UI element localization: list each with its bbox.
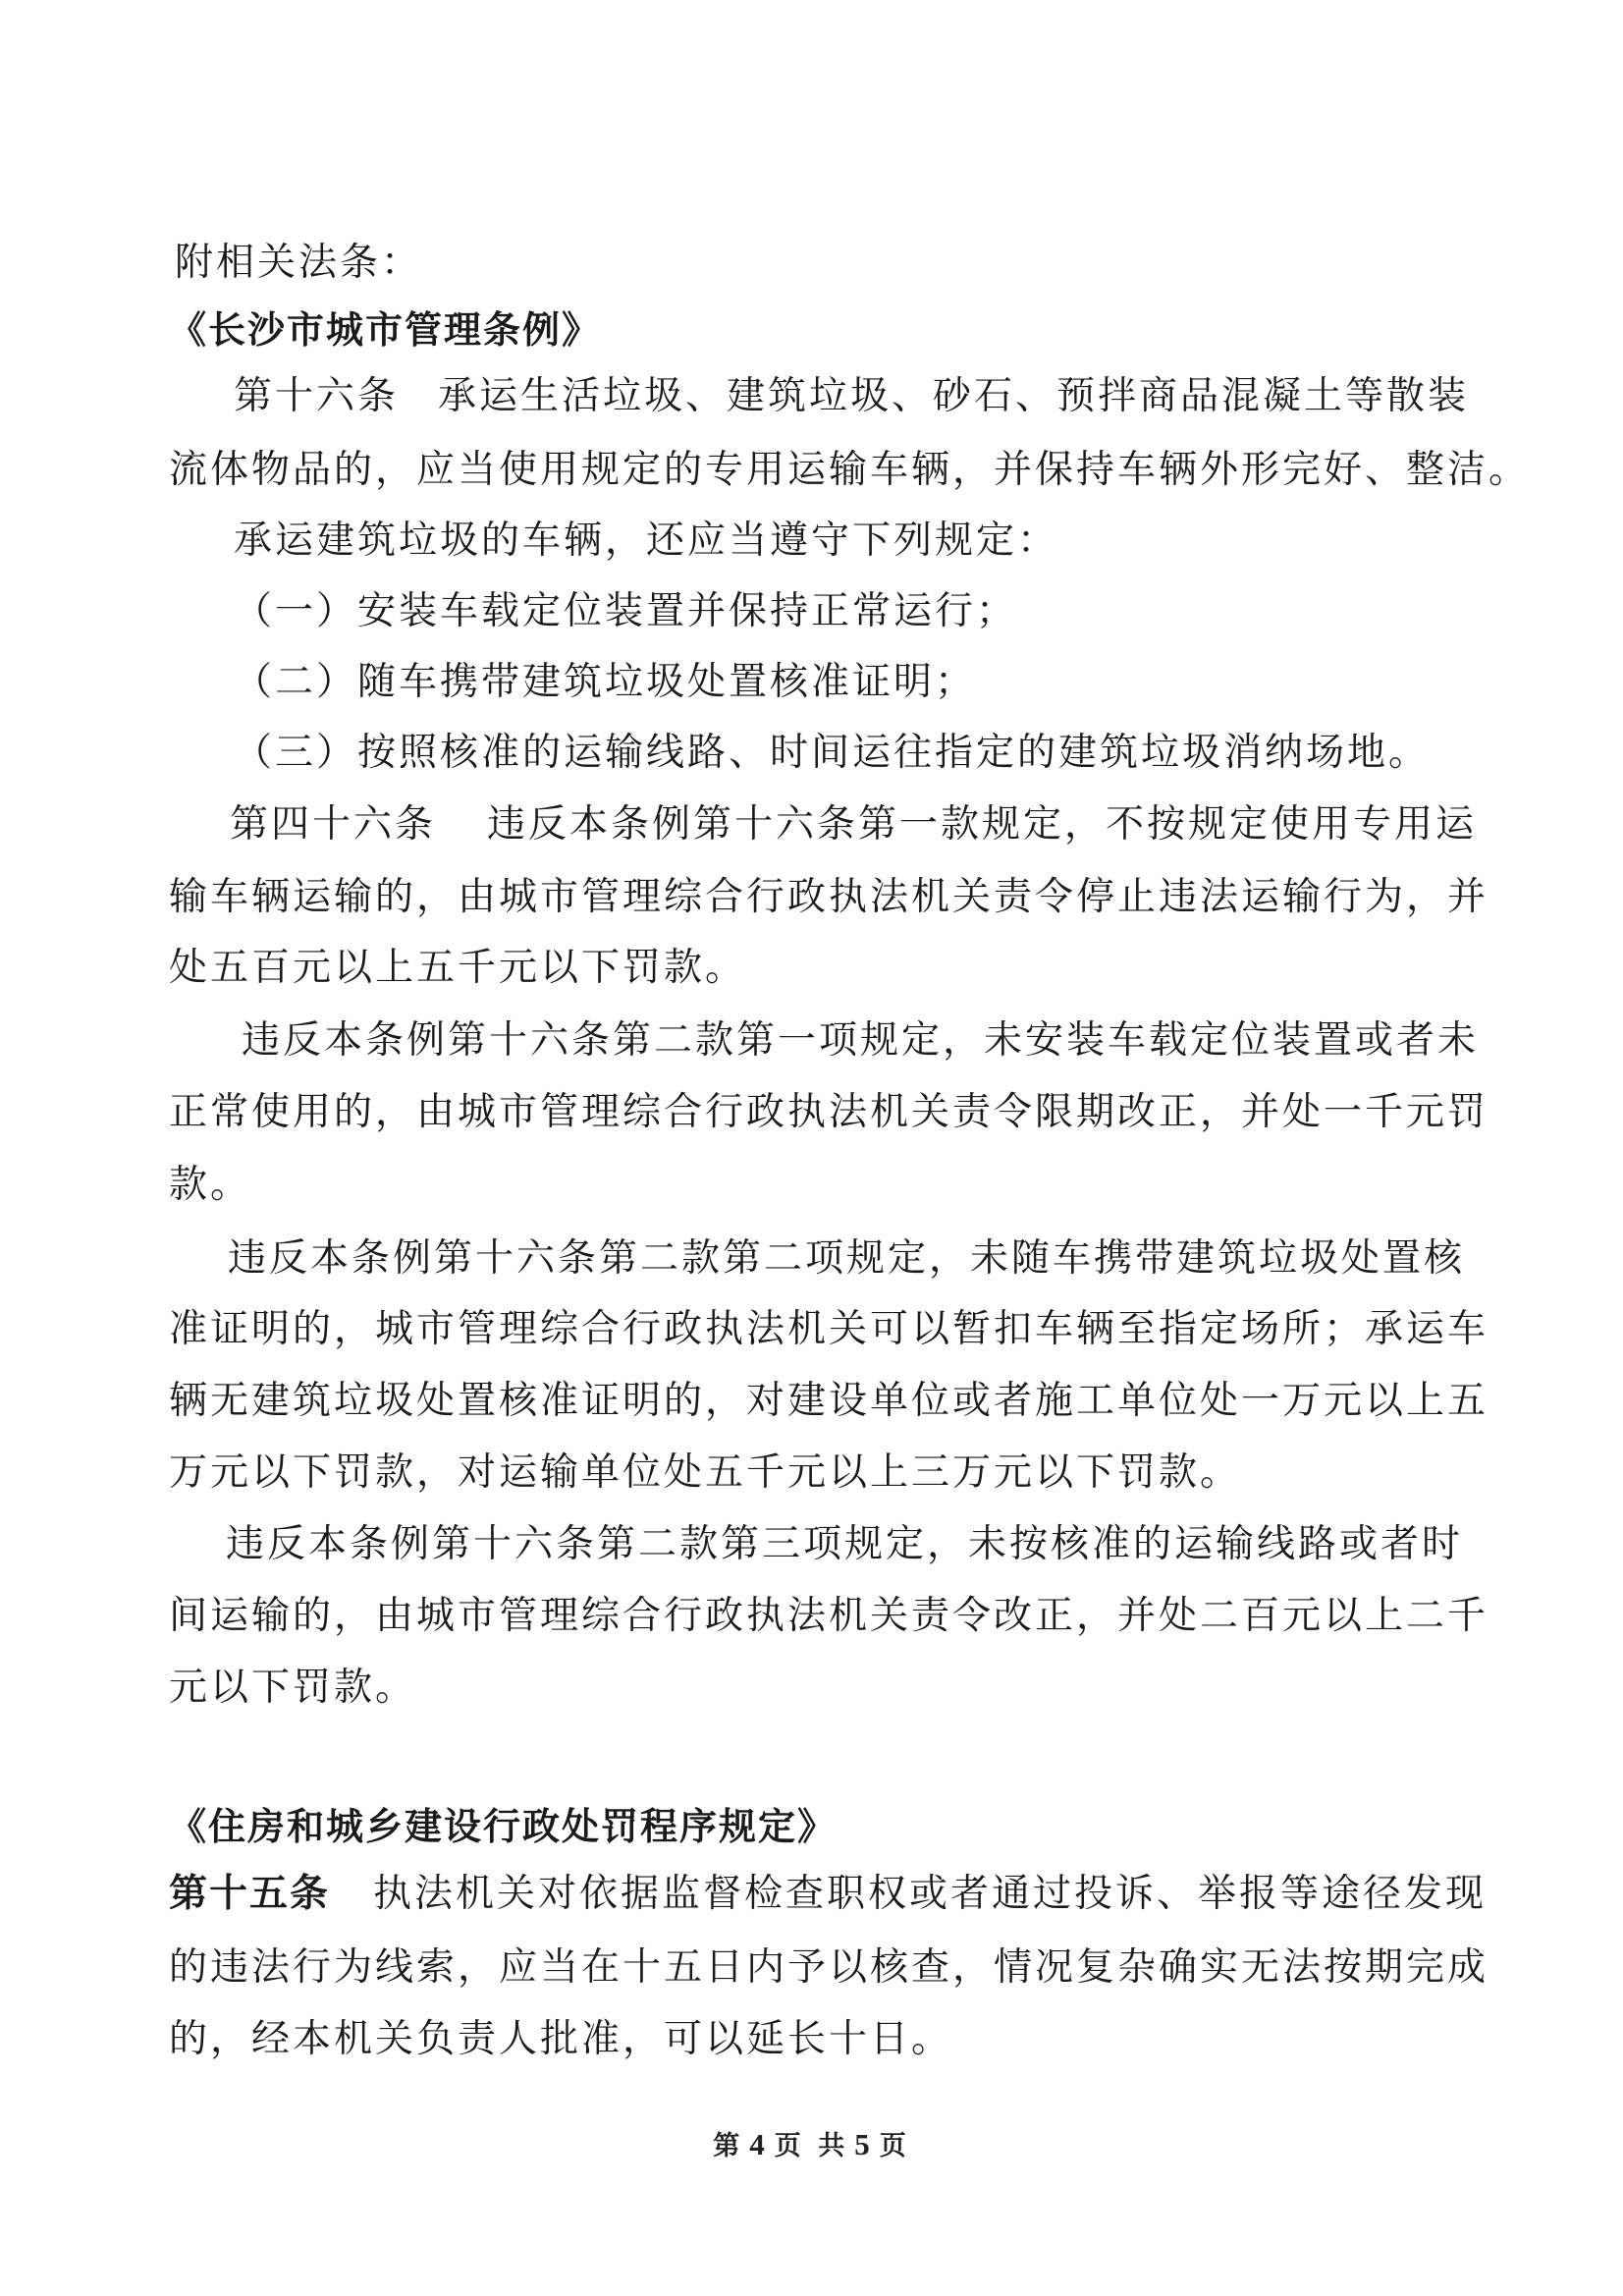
section-title-housing-procedure: 《住房和城乡建设行政处罚程序规定》	[169, 1804, 838, 1848]
article-46-p1-line-2: 输车辆运输的，由城市管理综合行政执法机关责令停止违法运输行为，并	[169, 875, 1489, 919]
article-16-line-2: 流体物品的，应当使用规定的专用运输车辆，并保持车辆外形完好、整洁。	[169, 448, 1531, 492]
article-46-p3-line-3: 辆无建筑垃圾处置核准证明的，对建设单位或者施工单位处一万元以上五	[169, 1379, 1489, 1423]
article-15-text-1: 执法机关对依据监督检查职权或者通过投诉、举报等途径发现	[373, 1872, 1488, 1916]
footer-prefix: 第	[713, 2131, 744, 2161]
article-16-item-1: （一）安装车载定位装置并保持正常运行；	[234, 589, 1018, 633]
section-title-changsha-regulation: 《长沙市城市管理条例》	[169, 307, 602, 352]
footer-middle: 页 共	[774, 2131, 849, 2161]
article-46-number: 第四十六条	[230, 802, 437, 847]
article-46-line-1	[230, 800, 1477, 849]
article-46-text-1: 违反本条例第十六条第一款规定，不按规定使用专用运	[487, 802, 1478, 847]
footer-current-page: 4	[749, 2127, 769, 2161]
footer-total-pages: 5	[854, 2127, 874, 2161]
article-46-p4-line-1: 违反本条例第十六条第二款第三项规定，未按核准的运输线路或者时	[226, 1522, 1464, 1566]
article-16-line-1	[234, 372, 1469, 421]
article-16-item-3: （三）按照核准的运输线路、时间运往指定的建筑垃圾消纳场地。	[234, 731, 1431, 775]
article-46-p2-line-3: 款。	[169, 1163, 252, 1207]
article-46-p3-line-1: 违反本条例第十六条第二款第二项规定，未随车携带建筑垃圾处置核	[228, 1236, 1466, 1281]
article-46-p3-line-2: 准证明的，城市管理综合行政执法机关可以暂扣车辆至指定场所；承运车	[169, 1307, 1489, 1351]
page-number-footer	[0, 2124, 1623, 2162]
article-46-p4-line-2: 间运输的，由城市管理综合行政执法机关责令改正，并处二百元以上二千	[169, 1594, 1489, 1638]
article-16-item-2: （二）随车携带建筑垃圾处置核准证明；	[234, 660, 977, 704]
attachment-heading: 附相关法条：	[175, 241, 423, 285]
article-46-p2-line-1: 违反本条例第十六条第二款第一项规定，未安装车载定位装置或者未	[242, 1018, 1480, 1063]
article-15-line-1	[169, 1869, 1487, 1919]
article-46-p4-line-3: 元以下罚款。	[169, 1666, 417, 1710]
article-15-line-2: 的违法行为线索，应当在十五日内予以核查，情况复杂确实无法按期完成	[169, 1945, 1489, 1990]
footer-suffix: 页	[879, 2131, 910, 2161]
article-16-text-1: 承运生活垃圾、建筑垃圾、砂石、预拌商品混凝土等散装	[438, 374, 1470, 418]
article-46-p2-line-2: 正常使用的，由城市管理综合行政执法机关责令限期改正，并处一千元罚	[169, 1090, 1489, 1134]
article-15-line-3: 的，经本机关负责人批准，可以延长十日。	[169, 2017, 953, 2061]
article-46-p1-line-3: 处五百元以上五千元以下罚款。	[169, 946, 747, 990]
article-16-number: 第十六条	[234, 374, 400, 418]
article-16-para-2: 承运建筑垃圾的车辆，还应当遵守下列规定：	[234, 519, 1059, 563]
article-46-p3-line-4: 万元以下罚款，对运输单位处五千元以上三万元以下罚款。	[169, 1450, 1242, 1495]
article-15-number: 第十五条	[169, 1871, 331, 1916]
